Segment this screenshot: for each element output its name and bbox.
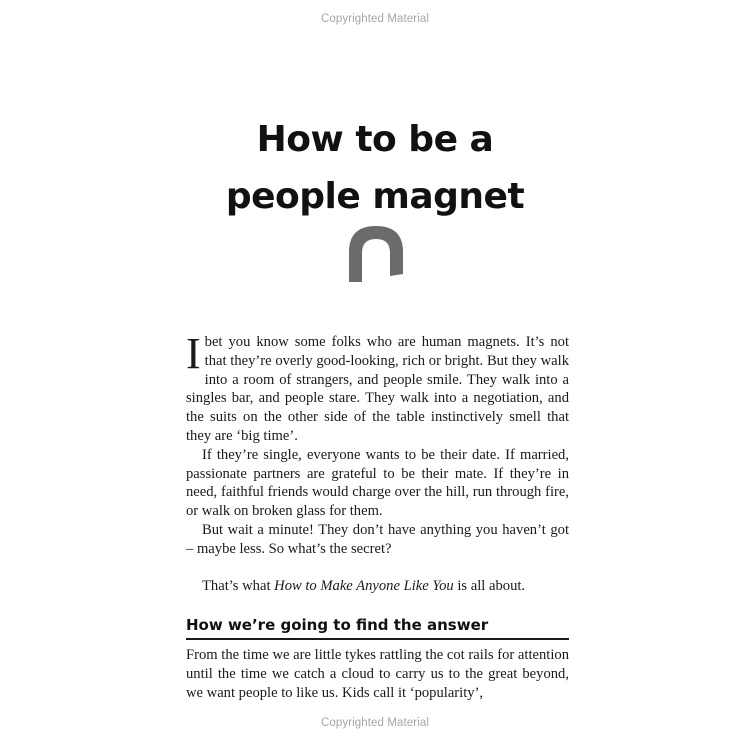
section-paragraph-1: From the time we are little tykes rattling the cot rails for attention until the time we catch a cloud to carry us to the great beyond, we want people to like us. Kids call it ‘popularity’, (186, 647, 569, 701)
book-title-italic: How to Make Anyone Like You (274, 577, 454, 594)
paragraph-1-text: bet you know some folks who are human magnets. It’s not that they’re overly good-looking, rich or bright. But they walk into a room of strangers, and people smile. They walk into a singles bar, and people stare. They walk into a negotiation, and the suits on the other side of the table instinctively smell that they are ‘big time’. (186, 334, 569, 444)
magnet-shape (349, 226, 403, 282)
paragraph-4 (186, 577, 569, 596)
body-text (186, 329, 569, 703)
copyright-watermark-top: Copyrighted Material (320, 13, 430, 25)
paragraph-3: But wait a minute! They don’t have anything you haven’t got – maybe less. So what’s the secret? (186, 521, 569, 557)
chapter-title-line-1: How to be a (256, 119, 494, 160)
horseshoe-magnet-icon (343, 222, 409, 286)
copyright-watermark-bottom: Copyrighted Material (320, 717, 430, 729)
section-heading: How we’re going to find the answer (186, 615, 569, 640)
paragraph-2: If they’re single, everyone wants to be their date. If married, passionate partners are grateful to be their mate. If they’re in need, faithful friends would charge over the hill, run through fire, or walk on broken glass for them. (186, 446, 569, 520)
paragraph-4-before: That’s what (202, 577, 275, 594)
paragraph-4-after: is all about. (453, 577, 526, 594)
paragraph-1 (186, 329, 569, 446)
chapter-title-line-2: people magnet (225, 176, 525, 217)
chapter-title (0, 111, 750, 225)
drop-cap: I (186, 329, 201, 378)
